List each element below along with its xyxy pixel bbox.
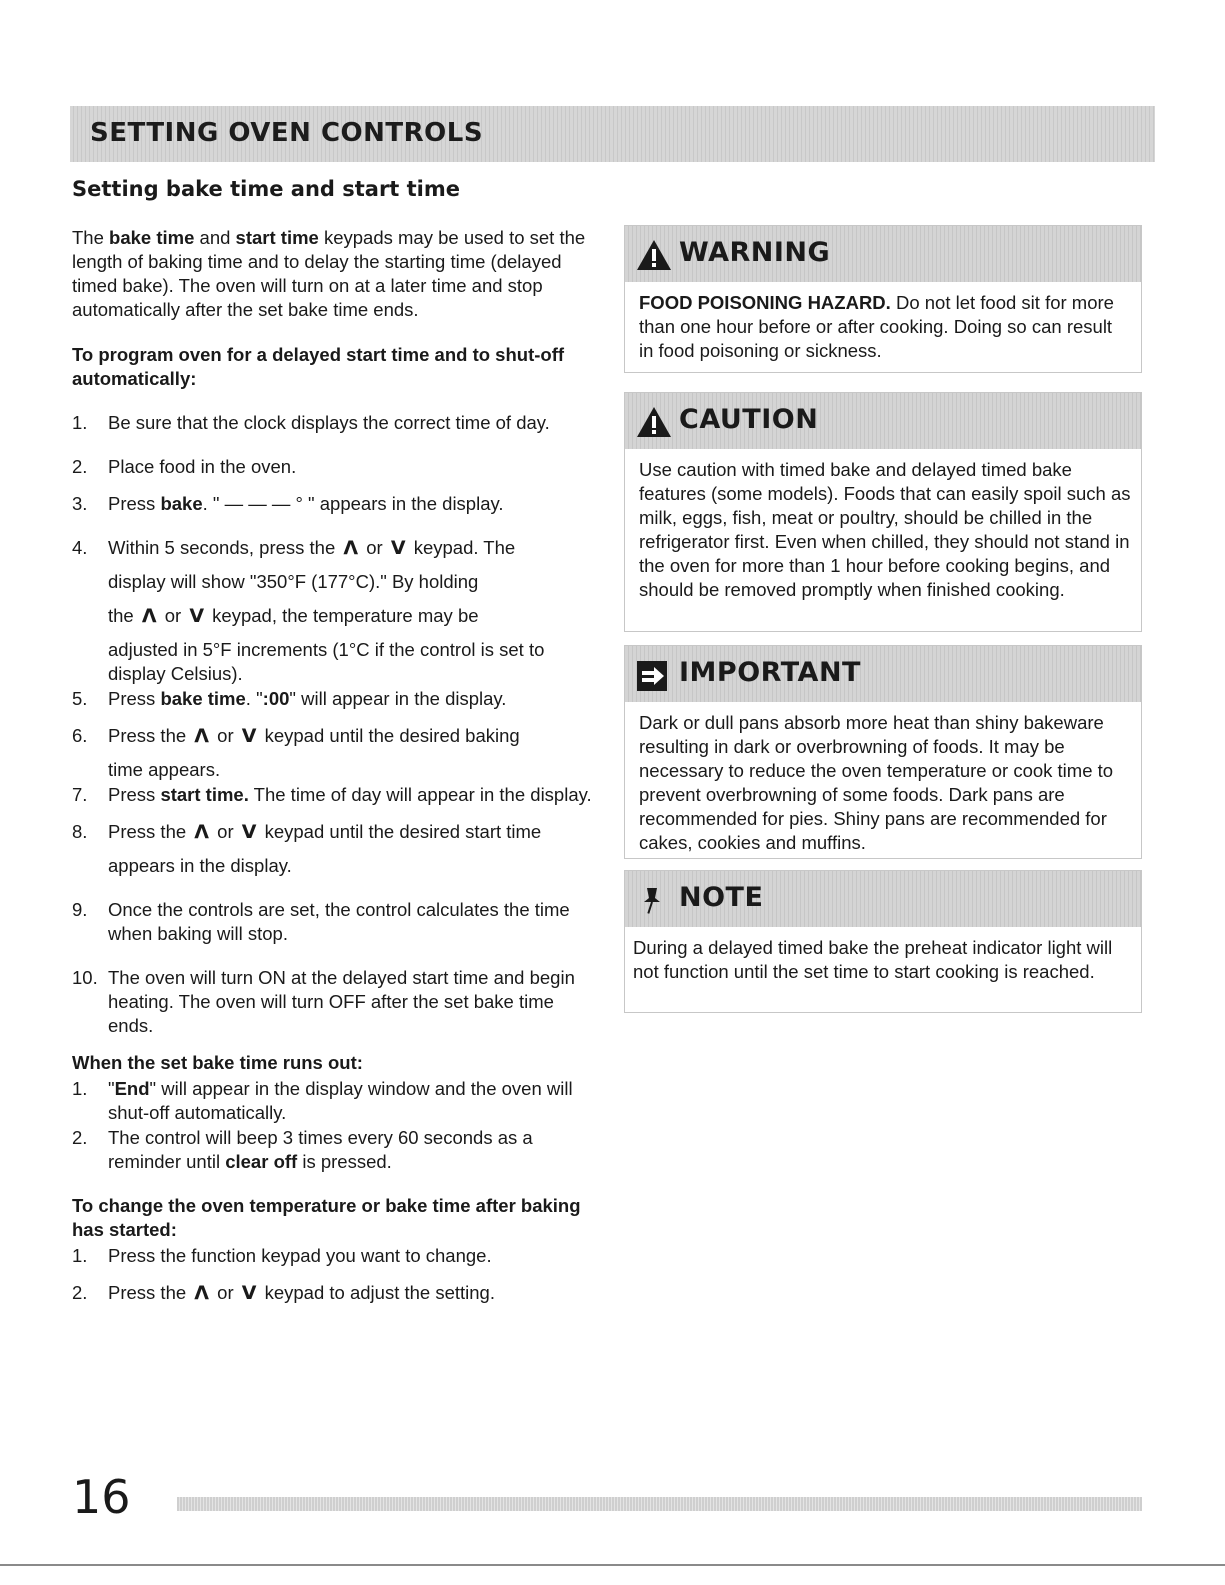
important-title: IMPORTANT (679, 657, 861, 688)
arrow-right-box-icon (635, 657, 673, 693)
program-step-2: 2. Place food in the oven. (72, 456, 297, 477)
change-heading: To change the oven temperature or bake time after baking has started: (72, 1195, 581, 1240)
caution-triangle-icon (635, 404, 673, 440)
up-arrow-icon: Λ (194, 1282, 210, 1304)
up-arrow-icon: Λ (194, 725, 210, 747)
warning-box (624, 225, 1142, 373)
program-step-4: 4. Within 5 seconds, press the Λ or V keypad. The display will show "350°F (177°C)." By holding the Λ or V keypad, the temperature may be adjusted in 5°F increments (1°C if the control is set to display Celsius). (72, 537, 545, 684)
note-header (625, 871, 1141, 927)
warning-title: WARNING (679, 237, 831, 268)
program-step-3: 3. Press bake. " — — — ° " appears in the display. (72, 493, 504, 514)
section-banner (70, 106, 1155, 162)
warning-text: FOOD POISONING HAZARD. Do not let food sit for more than one hour before or after cooking. Doing so can result in food poisoning or sickness. (639, 292, 1114, 361)
note-box (624, 870, 1142, 1013)
change-step-2: 2. Press the Λ or V keypad to adjust the setting. (72, 1282, 495, 1304)
important-header (625, 646, 1141, 702)
program-step-6: 6. Press the Λ or V keypad until the desired baking time appears. (72, 725, 520, 780)
note-text: During a delayed timed bake the preheat indicator light will not function until the set time to start cooking is reached. (633, 937, 1113, 982)
down-arrow-icon: V (241, 725, 257, 747)
caution-text: Use caution with timed bake and delayed timed bake features (some models). Foods that can easily spoil such as milk, eggs, fish, meat or poultry, should be chilled in the refrigerator first. Even when chilled, they should not stand in the oven for more than 1 hour before cooking begins, and should be removed promptly when finished cooking. (639, 459, 1131, 600)
caution-box (624, 392, 1142, 632)
warning-header (625, 226, 1141, 282)
down-arrow-icon: V (390, 537, 406, 559)
caution-header (625, 393, 1141, 449)
pushpin-icon (635, 882, 673, 918)
page-bottom-edge (0, 1564, 1225, 1566)
instructions-column (72, 226, 602, 1318)
program-step-1: 1. Be sure that the clock displays the correct time of day. (72, 412, 550, 433)
down-arrow-icon: V (241, 821, 257, 843)
warning-triangle-icon (635, 237, 673, 273)
program-step-7: 7. Press start time. The time of day will appear in the display. (72, 784, 592, 805)
runout-step-1: 1. "End" will appear in the display window and the oven will shut-off automatically. (72, 1078, 573, 1123)
program-step-9: 9. Once the controls are set, the control calculates the time when baking will stop. (72, 899, 570, 944)
down-arrow-icon: V (189, 605, 205, 627)
intro-paragraph: The bake time and start time keypads may be used to set the length of baking time and to delay the starting time (delayed timed bake). The oven will turn on at a later time and stop automatically after the set bake time ends. (72, 227, 586, 320)
program-heading: To program oven for a delayed start time and to shut-off automatically: (72, 344, 565, 389)
program-step-10: 10. The oven will turn ON at the delayed start time and begin heating. The oven will turn OFF after the set bake time ends. (72, 967, 575, 1036)
page-number: 16 (72, 1470, 131, 1524)
note-title: NOTE (679, 882, 764, 913)
change-step-1: 1. Press the function keypad you want to change. (72, 1245, 492, 1266)
important-text: Dark or dull pans absorb more heat than shiny bakeware resulting in dark or overbrowning of foods. It may be necessary to reduce the oven temperature or cook time to prevent overbrowning of some foods. Dark pans are recommended for pies. Shiny pans are recommended for cakes, cookies and muffins. (639, 712, 1114, 853)
runout-heading: When the set bake time runs out: (72, 1052, 363, 1073)
footer-rule (177, 1497, 1142, 1511)
up-arrow-icon: Λ (194, 821, 210, 843)
up-arrow-icon: Λ (343, 537, 359, 559)
runout-step-2: 2. The control will beep 3 times every 60 seconds as a reminder until clear off is pressed. (72, 1127, 533, 1172)
important-box (624, 645, 1142, 859)
program-step-5: 5. Press bake time. ":00" will appear in the display. (72, 688, 507, 709)
down-arrow-icon: V (241, 1282, 257, 1304)
up-arrow-icon: Λ (141, 605, 157, 627)
banner-title: SETTING OVEN CONTROLS (90, 118, 484, 148)
program-step-8: 8. Press the Λ or V keypad until the desired start time appears in the display. (72, 821, 542, 876)
caution-title: CAUTION (679, 404, 819, 435)
page-title: Setting bake time and start time (72, 177, 461, 201)
